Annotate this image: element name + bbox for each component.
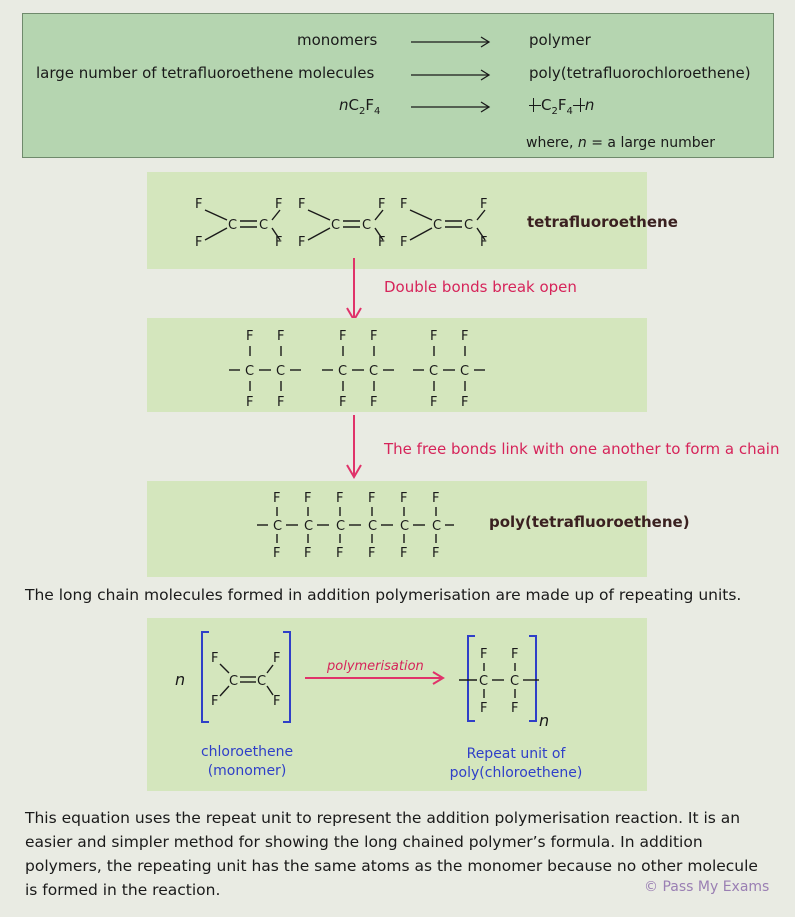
svg-text:F: F <box>195 235 203 250</box>
svg-text:F: F <box>378 197 386 212</box>
polymer-label: polymer <box>529 31 591 49</box>
svg-text:C: C <box>245 364 255 379</box>
svg-text:F: F <box>378 235 386 250</box>
svg-text:C: C <box>464 218 474 233</box>
svg-text:F: F <box>480 197 488 212</box>
svg-text:C: C <box>429 364 439 379</box>
tfe-molecule <box>195 197 282 250</box>
polymer-formula: $C_2F_4$ n <box>529 96 594 117</box>
svg-text:F: F <box>400 546 408 561</box>
svg-text:F: F <box>368 546 376 561</box>
open-unit <box>322 329 394 410</box>
svg-text:C: C <box>257 674 267 689</box>
svg-text:F: F <box>304 546 312 561</box>
n-coefficient: n <box>175 670 186 689</box>
svg-text:C: C <box>338 364 348 379</box>
copyright: © Pass My Exams <box>644 879 770 895</box>
svg-text:F: F <box>273 546 281 561</box>
svg-text:F: F <box>432 491 440 506</box>
chain-carbon <box>304 491 329 561</box>
svg-text:F: F <box>432 546 440 561</box>
svg-text:C: C <box>331 218 341 233</box>
svg-text:C: C <box>336 519 346 534</box>
svg-text:F: F <box>273 694 281 709</box>
svg-text:C: C <box>432 519 442 534</box>
svg-text:F: F <box>304 491 312 506</box>
svg-text:F: F <box>400 197 408 212</box>
svg-text:F: F <box>480 701 488 716</box>
svg-text:F: F <box>339 329 347 344</box>
svg-text:F: F <box>211 651 219 666</box>
open-unit <box>413 329 485 410</box>
svg-text:C: C <box>362 218 372 233</box>
svg-text:F: F <box>246 395 254 410</box>
svg-text:F: F <box>277 395 285 410</box>
svg-text:F: F <box>336 546 344 561</box>
step2-label: The free bonds link with one another to form a chain <box>384 440 780 458</box>
chain-carbon <box>400 491 425 561</box>
svg-text:C: C <box>460 364 470 379</box>
chain-carbon <box>336 491 361 561</box>
open-unit <box>229 329 301 410</box>
svg-text:C: C <box>479 674 489 689</box>
svg-text:F: F <box>368 491 376 506</box>
arrow-down-icon <box>344 258 364 324</box>
monomer-formula: $nC_2F_4$ <box>339 96 381 117</box>
svg-text:F: F <box>430 329 438 344</box>
svg-text:F: F <box>430 395 438 410</box>
svg-text:C: C <box>229 674 239 689</box>
polymerisation-label: polymerisation <box>327 659 424 674</box>
tfe-molecule <box>400 197 487 250</box>
svg-text:C: C <box>304 519 314 534</box>
open-bonds-diagram <box>147 318 647 412</box>
svg-text:F: F <box>246 329 254 344</box>
arrow-right-icon <box>411 101 493 113</box>
svg-text:C: C <box>228 218 238 233</box>
svg-text:F: F <box>277 329 285 344</box>
tfe-molecule <box>298 197 385 250</box>
svg-text:F: F <box>275 197 283 212</box>
svg-text:C: C <box>273 519 283 534</box>
svg-text:F: F <box>461 329 469 344</box>
chain-carbon <box>273 491 298 561</box>
monomer-caption: chloroethene (monomer) <box>200 744 294 779</box>
where-note: where, n = a large number <box>526 135 716 151</box>
svg-text:F: F <box>370 329 378 344</box>
svg-text:C: C <box>368 519 378 534</box>
polymer-name-label: poly(tetrafluoroethene) <box>489 513 690 531</box>
subscript-n: n <box>539 711 550 730</box>
arrow-down-icon <box>344 415 364 481</box>
polymer-name-label: poly(tetrafluorochloroethene) <box>529 64 751 82</box>
chain-carbon <box>368 491 393 561</box>
svg-text:F: F <box>400 235 408 250</box>
equation-box <box>22 13 774 158</box>
svg-text:C: C <box>510 674 520 689</box>
svg-text:F: F <box>480 647 488 662</box>
svg-text:F: F <box>336 491 344 506</box>
svg-text:F: F <box>511 647 519 662</box>
svg-text:C: C <box>400 519 410 534</box>
svg-text:F: F <box>400 491 408 506</box>
svg-text:F: F <box>461 395 469 410</box>
svg-text:F: F <box>211 694 219 709</box>
step1-label: Double bonds break open <box>384 278 577 296</box>
arrow-right-icon <box>411 36 493 48</box>
svg-text:F: F <box>298 197 306 212</box>
monomer-molecule <box>211 651 280 709</box>
repeat-unit-caption: Repeat unit of poly(chloroethene) <box>449 746 583 781</box>
svg-text:F: F <box>480 235 488 250</box>
svg-text:F: F <box>273 651 281 666</box>
chain-carbon <box>432 491 454 561</box>
svg-text:F: F <box>298 235 306 250</box>
svg-text:C: C <box>433 218 443 233</box>
svg-text:C: C <box>276 364 286 379</box>
monomer-name-label: tetrafluoroethene <box>527 213 678 231</box>
arrow-right-icon <box>411 69 493 81</box>
explanation-paragraph: This equation uses the repeat unit to represent the addition polymerisation reaction. It is an easier and simpler method for showing the long chained polymer’s formula. In addition polymers, the repeating unit has the same atoms as the monomer because no other molecule is formed in the reaction. <box>25 809 758 899</box>
tfe-molecules-label: large number of tetrafluoroethene molecules <box>36 64 375 82</box>
svg-text:F: F <box>511 701 519 716</box>
repeat-unit-molecule <box>459 647 539 716</box>
svg-text:C: C <box>369 364 379 379</box>
repeat-units-sentence: The long chain molecules formed in addition polymerisation are made up of repeating units. <box>25 586 742 604</box>
svg-text:F: F <box>275 235 283 250</box>
svg-text:F: F <box>273 491 281 506</box>
svg-text:F: F <box>370 395 378 410</box>
svg-text:F: F <box>339 395 347 410</box>
monomers-label: monomers <box>297 31 378 49</box>
svg-text:F: F <box>195 197 203 212</box>
svg-text:C: C <box>259 218 269 233</box>
